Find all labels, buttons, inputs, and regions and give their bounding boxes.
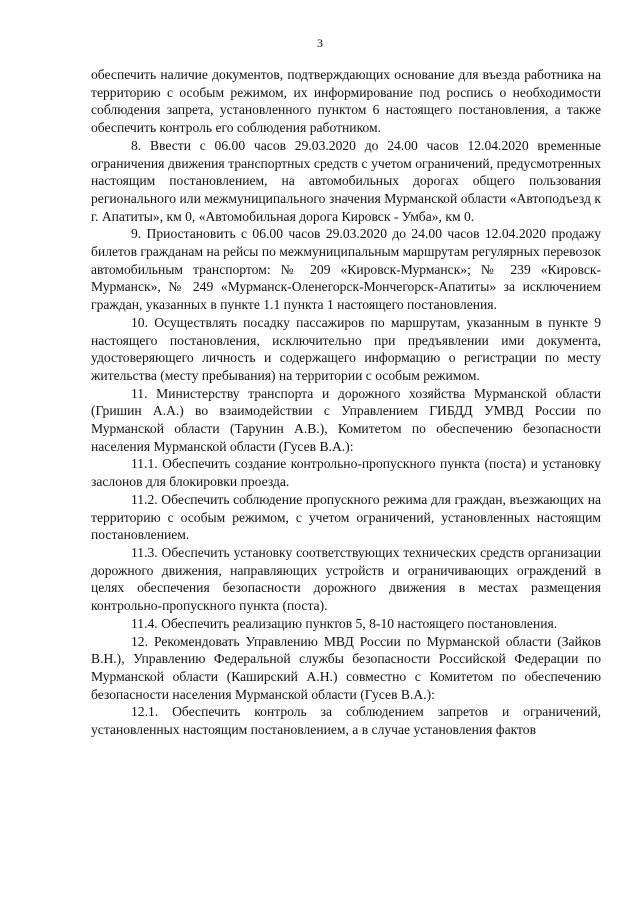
paragraph-11-4: 11.4. Обеспечить реализацию пунктов 5, 8-10 настоящего постановления. bbox=[131, 615, 558, 631]
paragraph-11: 11. Министерству транспорта и дорожного хозяйства Мурманской области (Гришин А.А.) во взаимодействии с Управлением ГИБДД УМВД России по Мурманской области (Тарунин А.В.), Комитетом по обеспечению безопасности населения Мурманской области (Гусев В.А.): bbox=[91, 385, 601, 454]
paragraph-11-2: 11.2. Обеспечить соблюдение пропускного режима для граждан, въезжающих на территорию с особым режимом, с учетом ограничений, установленных настоящим постановлением. bbox=[91, 491, 601, 543]
paragraph-8: 8. Ввести с 06.00 часов 29.03.2020 до 24.00 часов 12.04.2020 временные ограничения движения транспортных средств с учетом ограничений, предусмотренных настоящим постановлением, на автомобильных дорогах общего пользования регионального или межмуниципального значения Мурманской области «Автоподъезд к г. Апатиты», км 0, «Автомобильная дорога Кировск - Умба», км 0. bbox=[91, 137, 601, 224]
paragraph-12: 12. Рекомендовать Управлению МВД России по Мурманской области (Зайков В.Н.), Управлению Федеральной службы безопасности Российской Федерации по Мурманской области (Каширский А.Н.) совместно с Комитетом по обеспечению безопасности населения Мурманской области (Гусев В.А.): bbox=[91, 633, 601, 702]
paragraph-10: 10. Осуществлять посадку пассажиров по маршрутам, указанным в пункте 9 настоящего постановления, исключительно при предъявлении ими документа, удостоверяющего личность и содержащего информацию о регистрации по месту жительства (месту пребывания) на территории с особым режимом. bbox=[91, 314, 601, 383]
page-number: 3 bbox=[317, 36, 323, 50]
paragraph-11-1: 11.1. Обеспечить создание контрольно-пропускного пункта (поста) и установку заслонов для блокировки проезда. bbox=[91, 456, 601, 490]
paragraph-9: 9. Приостановить с 06.00 часов 29.03.2020 до 24.00 часов 12.04.2020 продажу билетов гражданам на рейсы по межмуниципальным маршрутам регулярных перевозок автомобильным транспортом: № 209 «Кировск-Мурманск»; № 239 «Кировск-Мурманск», № 249 «Мурманск-Оленегорск-Мончегорск-Апатиты» за исключением граждан, указанных в пункте 1.1 пункта 1 настоящего постановления. bbox=[91, 226, 601, 313]
paragraph-7-continuation: обеспечить наличие документов, подтверждающих основание для въезда работника на территорию с особым режимом, их информирование под роспись о необходимости соблюдения запрета, установленного пунктом 6 настоящего постановления, а также обеспечить контроль его соблюдения работником. bbox=[91, 67, 601, 136]
document-body bbox=[91, 66, 601, 739]
paragraph-11-3: 11.3. Обеспечить установку соответствующих технических средств организации дорожного движения, направляющих устройств и ограничивающих ограждений в целях обеспечения безопасности дорожного движения в местах размещения контрольно-пропускного пункта (поста). bbox=[91, 544, 601, 614]
paragraph-12-1: 12.1. Обеспечить контроль за соблюдением запретов и ограничений, установленных настоящим постановлением, а в случае установления фактов bbox=[91, 704, 601, 738]
